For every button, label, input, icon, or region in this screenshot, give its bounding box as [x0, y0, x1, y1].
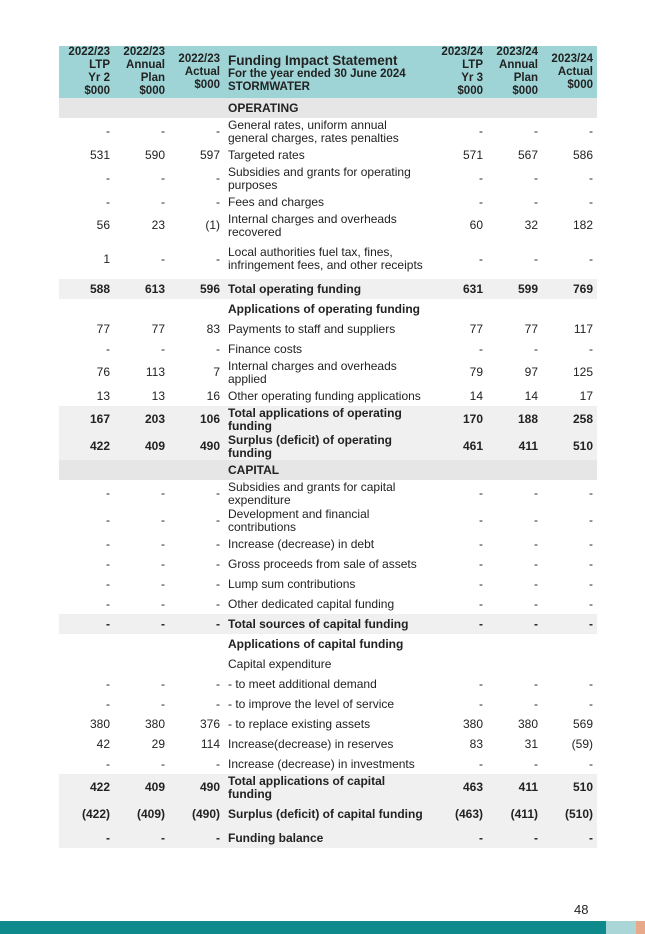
value-cell: -: [216, 696, 220, 711]
table-row: [59, 694, 597, 714]
value-cell: 510: [542, 774, 597, 801]
value-cell: 16: [206, 388, 220, 403]
value-cell: -: [169, 614, 224, 634]
value-cell: 79: [469, 365, 483, 379]
total-row: [59, 828, 597, 848]
row-label: Other dedicated capital funding: [228, 596, 395, 611]
value-cell: 125: [572, 365, 593, 379]
value-cell: [59, 299, 114, 319]
row-label: Total sources of capital funding: [224, 614, 432, 634]
value-cell: -: [106, 536, 110, 551]
value-cell: [169, 98, 224, 118]
row-label: Subsidies and grants for capital expenditure: [228, 479, 396, 507]
total-row: [59, 801, 597, 828]
row-label: Applications of capital funding: [228, 636, 404, 651]
value-cell: 117: [573, 321, 593, 336]
value-cell: 7: [213, 365, 220, 379]
value-cell: 380: [517, 716, 538, 731]
row-label: Finance costs: [228, 341, 303, 356]
value-cell: 13: [96, 388, 110, 403]
value-cell: 411: [487, 774, 542, 801]
row-label: Subsidies and grants for operating purposes: [228, 164, 411, 192]
value-cell: -: [161, 536, 165, 551]
value-cell: 422: [59, 774, 114, 801]
value-cell: -: [589, 194, 593, 209]
value-cell: 31: [524, 736, 538, 751]
value-cell: 463: [432, 774, 487, 801]
total-row: [59, 614, 597, 634]
row-label: Fees and charges: [228, 194, 325, 209]
value-cell: 14: [469, 388, 483, 403]
value-cell: -: [216, 596, 220, 611]
col-header: 2022/23 Annual Plan $000: [114, 46, 169, 98]
row-label: Local authorities fuel tax, fines, infringement fees, and other receipts: [228, 245, 423, 272]
row-label: Internal charges and overheads recovered: [228, 211, 397, 239]
row-label: Surplus (deficit) of capital funding: [224, 801, 432, 828]
value-cell: 380: [89, 716, 110, 731]
value-cell: [59, 98, 114, 118]
value-cell: (1): [205, 218, 220, 232]
row-label: Capital expenditure: [228, 656, 332, 671]
value-cell: -: [589, 124, 593, 138]
value-cell: [542, 98, 597, 118]
value-cell: [114, 654, 169, 674]
value-cell: 114: [200, 736, 220, 751]
value-cell: 613: [114, 279, 169, 299]
statement-body: [59, 98, 597, 848]
value-cell: [487, 460, 542, 480]
total-row: [59, 433, 597, 460]
value-cell: [542, 654, 597, 674]
value-cell: -: [479, 194, 483, 209]
value-cell: 42: [96, 736, 110, 751]
value-cell: 170: [432, 406, 487, 433]
value-cell: 596: [169, 279, 224, 299]
footer-bar-light: [606, 921, 636, 934]
value-cell: 83: [469, 736, 483, 751]
value-cell: -: [106, 676, 110, 691]
value-cell: 29: [151, 736, 165, 751]
page-number: 48: [574, 902, 589, 917]
col-header: 2022/23 Actual $000: [169, 46, 224, 98]
value-cell: -: [161, 124, 165, 138]
table-row: [59, 507, 597, 534]
table-row: [59, 319, 597, 339]
row-label: Increase (decrease) in debt: [228, 536, 375, 551]
row-label: - to replace existing assets: [228, 716, 371, 731]
value-cell: -: [106, 124, 110, 138]
statement-subtitle: For the year ended 30 June 2024: [228, 67, 406, 80]
value-cell: -: [542, 614, 597, 634]
value-cell: [432, 460, 487, 480]
value-cell: -: [534, 124, 538, 138]
value-cell: -: [161, 171, 165, 185]
value-cell: -: [589, 676, 593, 691]
value-cell: [432, 98, 487, 118]
value-cell: 380: [144, 716, 165, 731]
value-cell: [432, 634, 487, 654]
value-cell: 32: [524, 218, 538, 232]
value-cell: -: [534, 171, 538, 185]
value-cell: -: [589, 513, 593, 527]
value-cell: -: [216, 756, 220, 771]
statement-title: Funding Impact Statement: [228, 52, 398, 68]
value-cell: -: [487, 614, 542, 634]
value-cell: -: [216, 251, 220, 266]
row-label: Development and financial contributions: [228, 506, 370, 534]
value-cell: [114, 460, 169, 480]
table-row: [59, 714, 597, 734]
value-cell: -: [589, 486, 593, 500]
value-cell: -: [161, 576, 165, 591]
value-cell: -: [161, 556, 165, 571]
value-cell: 23: [151, 218, 165, 232]
value-cell: 409: [114, 433, 169, 460]
value-cell: 182: [572, 218, 593, 232]
table-row: [59, 754, 597, 774]
value-cell: -: [534, 194, 538, 209]
col-header: 2022/23 LTP Yr 2 $000: [59, 46, 114, 98]
value-cell: 1: [103, 251, 110, 266]
value-cell: 13: [151, 388, 165, 403]
value-cell: 490: [169, 433, 224, 460]
value-cell: 56: [96, 218, 110, 232]
value-cell: -: [479, 696, 483, 711]
value-cell: (510): [542, 801, 597, 828]
value-cell: -: [589, 756, 593, 771]
value-cell: 411: [487, 433, 542, 460]
row-label: Funding balance: [224, 828, 432, 848]
table-row: [59, 594, 597, 614]
row-label: - to meet additional demand: [228, 676, 377, 691]
total-row: [59, 406, 597, 433]
value-cell: 77: [469, 321, 483, 336]
value-cell: 571: [462, 147, 483, 162]
value-cell: 409: [114, 774, 169, 801]
value-cell: -: [534, 596, 538, 611]
value-cell: 76: [96, 365, 110, 379]
value-cell: 77: [96, 321, 110, 336]
row-label: CAPITAL: [224, 460, 432, 480]
value-cell: -: [589, 171, 593, 185]
footer-bar: [0, 921, 606, 934]
value-cell: -: [479, 341, 483, 356]
value-cell: -: [534, 513, 538, 527]
value-cell: -: [487, 828, 542, 848]
row-label: Increase (decrease) in investments: [228, 756, 415, 771]
table-row: [59, 165, 597, 192]
table-row: [59, 118, 597, 145]
value-cell: 203: [114, 406, 169, 433]
value-cell: -: [479, 596, 483, 611]
value-cell: -: [216, 341, 220, 356]
value-cell: -: [479, 756, 483, 771]
row-label: General rates, uniform annual general charges, rates penalties: [228, 117, 399, 145]
value-cell: -: [161, 596, 165, 611]
value-cell: -: [161, 696, 165, 711]
row-label: Total applications of capital funding: [224, 774, 432, 801]
row-label: Increase(decrease) in reserves: [228, 736, 394, 751]
statement-title-cell: [224, 46, 432, 98]
value-cell: [59, 634, 114, 654]
value-cell: 258: [542, 406, 597, 433]
value-cell: -: [534, 696, 538, 711]
row-label: - to improve the level of service: [228, 696, 395, 711]
value-cell: -: [106, 171, 110, 185]
row-label: Surplus (deficit) of operating funding: [224, 433, 432, 460]
total-row: [59, 279, 597, 299]
value-cell: -: [479, 576, 483, 591]
value-cell: (411): [487, 801, 542, 828]
value-cell: [487, 654, 542, 674]
value-cell: -: [589, 341, 593, 356]
value-cell: -: [432, 828, 487, 848]
value-cell: -: [106, 486, 110, 500]
value-cell: [114, 634, 169, 654]
total-row: [59, 774, 597, 801]
row-label: Gross proceeds from sale of assets: [228, 556, 417, 571]
value-cell: [432, 299, 487, 319]
value-cell: -: [216, 576, 220, 591]
table-row: [59, 654, 597, 674]
value-cell: 60: [469, 218, 483, 232]
value-cell: -: [216, 536, 220, 551]
value-cell: 588: [59, 279, 114, 299]
value-cell: 106: [169, 406, 224, 433]
subheading-row: [59, 299, 597, 319]
value-cell: -: [59, 614, 114, 634]
value-cell: -: [161, 194, 165, 209]
value-cell: -: [216, 124, 220, 138]
value-cell: -: [479, 486, 483, 500]
value-cell: [487, 98, 542, 118]
value-cell: -: [59, 828, 114, 848]
table-row: [59, 534, 597, 554]
value-cell: -: [479, 171, 483, 185]
value-cell: (409): [114, 801, 169, 828]
value-cell: -: [216, 676, 220, 691]
header-row: [59, 46, 597, 98]
value-cell: -: [534, 576, 538, 591]
col-header: 2023/24 Annual Plan $000: [487, 46, 542, 98]
value-cell: -: [106, 194, 110, 209]
row-label: Payments to staff and suppliers: [228, 321, 396, 336]
value-cell: 17: [579, 388, 593, 403]
row-label: OPERATING: [224, 98, 432, 118]
table-row: [59, 239, 597, 279]
value-cell: -: [106, 341, 110, 356]
value-cell: -: [216, 513, 220, 527]
value-cell: 376: [199, 716, 220, 731]
row-label: Internal charges and overheads applied: [228, 358, 397, 386]
footer-bar-accent: [636, 921, 645, 934]
value-cell: 113: [145, 365, 165, 379]
value-cell: -: [216, 486, 220, 500]
value-cell: -: [542, 828, 597, 848]
value-cell: [487, 634, 542, 654]
subheading-row: [59, 634, 597, 654]
value-cell: 631: [432, 279, 487, 299]
value-cell: 599: [487, 279, 542, 299]
row-label: Targeted rates: [228, 147, 305, 162]
value-cell: -: [161, 676, 165, 691]
value-cell: 490: [169, 774, 224, 801]
value-cell: -: [106, 596, 110, 611]
value-cell: -: [216, 194, 220, 209]
value-cell: [169, 654, 224, 674]
funding-impact-statement-table: [59, 46, 597, 848]
value-cell: -: [589, 556, 593, 571]
value-cell: 97: [524, 365, 538, 379]
value-cell: -: [589, 576, 593, 591]
table-row: [59, 145, 597, 165]
value-cell: -: [479, 556, 483, 571]
value-cell: [114, 98, 169, 118]
value-cell: -: [106, 556, 110, 571]
value-cell: 380: [462, 716, 483, 731]
value-cell: 14: [524, 388, 538, 403]
table-row: [59, 674, 597, 694]
value-cell: -: [106, 756, 110, 771]
table-row: [59, 554, 597, 574]
value-cell: (463): [432, 801, 487, 828]
table-row: [59, 339, 597, 359]
value-cell: -: [534, 536, 538, 551]
value-cell: [169, 460, 224, 480]
value-cell: [487, 299, 542, 319]
section-row: [59, 460, 597, 480]
value-cell: -: [479, 124, 483, 138]
row-label: Lump sum contributions: [228, 576, 356, 591]
value-cell: -: [106, 576, 110, 591]
value-cell: -: [589, 596, 593, 611]
value-cell: [542, 460, 597, 480]
value-cell: -: [534, 556, 538, 571]
value-cell: -: [534, 341, 538, 356]
value-cell: [432, 654, 487, 674]
value-cell: -: [479, 536, 483, 551]
value-cell: -: [161, 486, 165, 500]
value-cell: -: [589, 536, 593, 551]
value-cell: -: [106, 696, 110, 711]
value-cell: 769: [542, 279, 597, 299]
section-row: [59, 98, 597, 118]
value-cell: -: [216, 171, 220, 185]
value-cell: -: [161, 756, 165, 771]
value-cell: [169, 299, 224, 319]
value-cell: -: [106, 513, 110, 527]
value-cell: [169, 634, 224, 654]
value-cell: -: [534, 251, 538, 266]
row-label: Other operating funding applications: [228, 388, 421, 403]
value-cell: -: [216, 556, 220, 571]
value-cell: 531: [89, 147, 110, 162]
table-row: [59, 734, 597, 754]
table-row: [59, 480, 597, 507]
table-row: [59, 386, 597, 406]
row-label: Applications of operating funding: [228, 301, 420, 316]
value-cell: -: [161, 341, 165, 356]
value-cell: -: [161, 513, 165, 527]
value-cell: -: [432, 614, 487, 634]
col-header: 2023/24 Actual $000: [542, 46, 597, 98]
value-cell: -: [479, 676, 483, 691]
activity-name: STORMWATER: [228, 80, 310, 93]
value-cell: 167: [59, 406, 114, 433]
value-cell: (422): [59, 801, 114, 828]
value-cell: [114, 299, 169, 319]
value-cell: 510: [542, 433, 597, 460]
table-row: [59, 212, 597, 239]
value-cell: [542, 634, 597, 654]
value-cell: [59, 654, 114, 674]
value-cell: -: [534, 676, 538, 691]
value-cell: 586: [572, 147, 593, 162]
table-row: [59, 574, 597, 594]
value-cell: (59): [571, 736, 593, 751]
value-cell: 188: [487, 406, 542, 433]
value-cell: -: [169, 828, 224, 848]
value-cell: 422: [59, 433, 114, 460]
value-cell: 83: [206, 321, 220, 336]
value-cell: [542, 299, 597, 319]
value-cell: 569: [572, 716, 593, 731]
value-cell: 77: [524, 321, 538, 336]
row-label: Total operating funding: [224, 279, 432, 299]
value-cell: 77: [151, 321, 165, 336]
value-cell: 461: [432, 433, 487, 460]
row-label: Total applications of operating funding: [224, 406, 432, 433]
value-cell: -: [534, 486, 538, 500]
value-cell: 597: [199, 147, 220, 162]
value-cell: -: [534, 756, 538, 771]
value-cell: [59, 460, 114, 480]
value-cell: -: [114, 828, 169, 848]
value-cell: -: [479, 513, 483, 527]
value-cell: -: [479, 251, 483, 266]
value-cell: -: [161, 251, 165, 266]
table-row: [59, 359, 597, 386]
value-cell: (490): [169, 801, 224, 828]
table-row: [59, 192, 597, 212]
value-cell: -: [114, 614, 169, 634]
col-header: 2023/24 LTP Yr 3 $000: [432, 46, 487, 98]
value-cell: -: [589, 251, 593, 266]
value-cell: 567: [517, 147, 538, 162]
value-cell: 590: [144, 147, 165, 162]
value-cell: -: [589, 696, 593, 711]
